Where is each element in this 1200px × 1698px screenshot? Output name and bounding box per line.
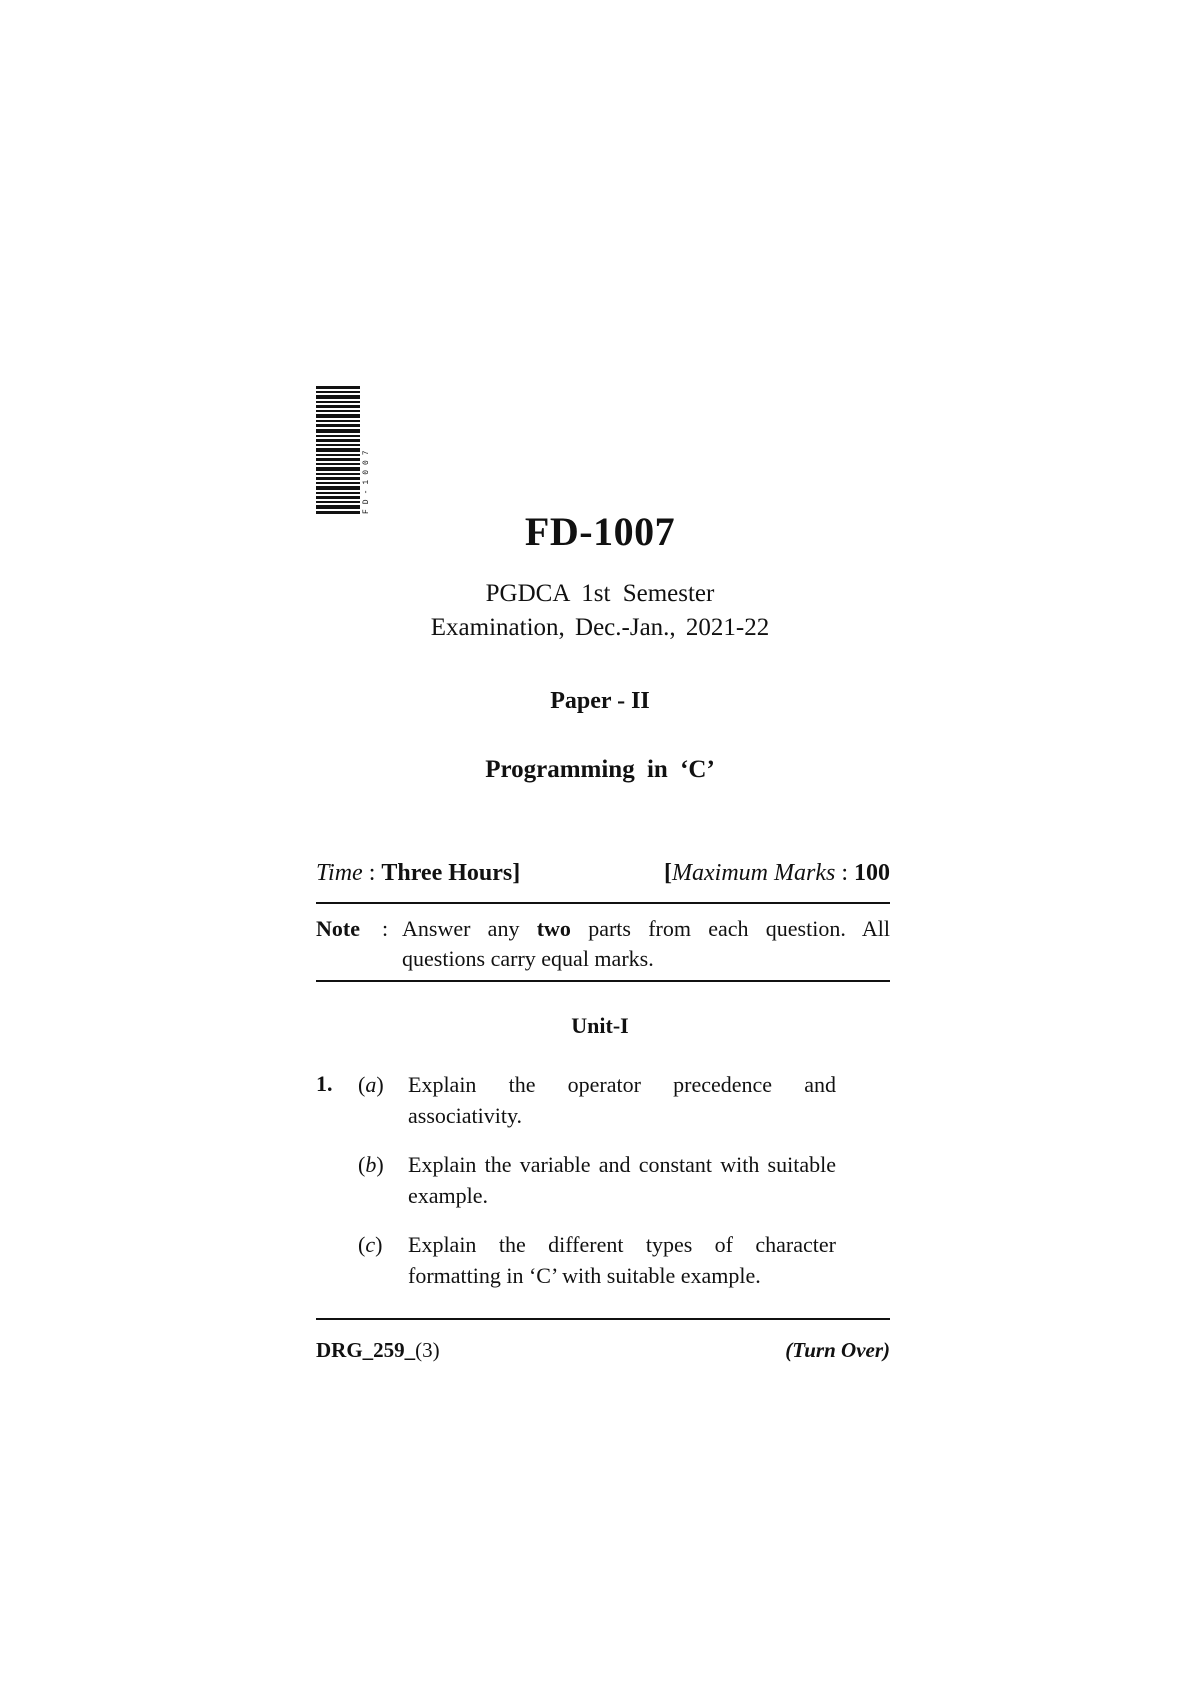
note-text: Answer any two parts from each question. All questions carry equal marks. — [402, 916, 890, 971]
time-label: Time — [316, 860, 363, 886]
time-value: Three Hours] — [381, 860, 521, 886]
subject-title: Programming in ‘C’ — [485, 756, 715, 783]
part-label: (c) — [358, 1232, 383, 1257]
marks-info: [Maximum Marks : 100 — [664, 860, 890, 886]
note-emphasis: two — [536, 916, 571, 941]
part-text: Explain the different types of character formatting in ‘C’ with suitable example. — [408, 1232, 836, 1288]
marks-value: 100 — [854, 860, 890, 886]
part-text: Explain the variable and constant with suitable example. — [408, 1152, 836, 1208]
barcode-text: FD-1007 — [362, 445, 371, 514]
footer-code: DRG_259_(3) — [316, 1338, 440, 1362]
part-text: Explain the operator precedence and associativity. — [408, 1072, 836, 1128]
part-label: (a) — [358, 1072, 384, 1097]
divider-top — [316, 902, 890, 904]
marks-label: Maximum Marks — [672, 860, 836, 886]
divider-footer — [316, 1318, 890, 1320]
turn-over-label: (Turn Over) — [785, 1338, 890, 1362]
question-number: 1. — [316, 1071, 333, 1096]
divider-note — [316, 980, 890, 982]
time-info: Time : Three Hours] — [316, 860, 521, 886]
part-label: (b) — [358, 1152, 384, 1177]
paper-code: FD-1007 — [524, 509, 676, 554]
course-title: PGDCA 1st Semester — [485, 580, 715, 607]
note-label: Note — [316, 916, 360, 941]
barcode-image — [316, 386, 372, 516]
paper-number: Paper - II — [550, 688, 650, 714]
unit-heading: Unit-I — [571, 1013, 629, 1038]
exam-session: Examination, Dec.-Jan., 2021-22 — [430, 614, 770, 641]
